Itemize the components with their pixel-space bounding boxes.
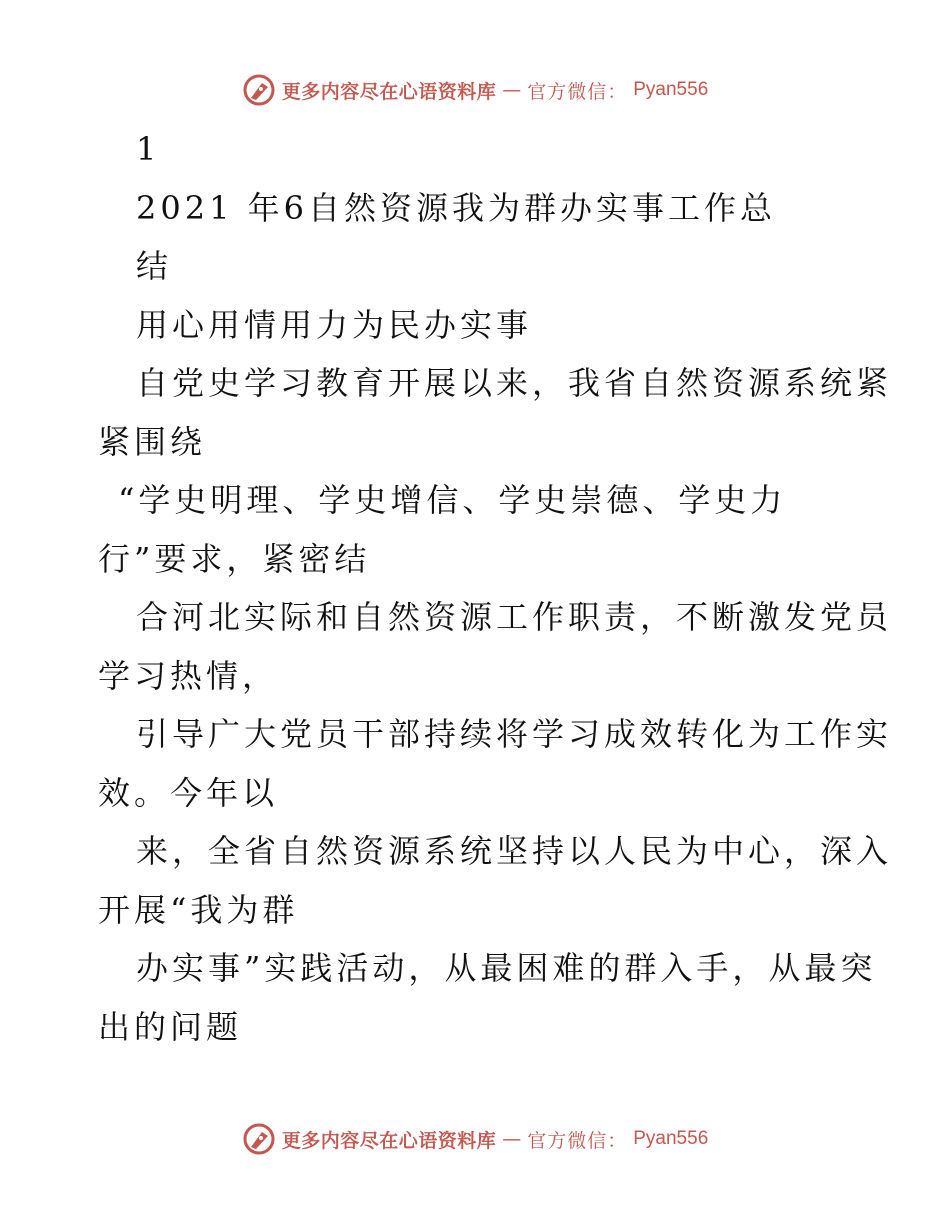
body-text-line: 出的问题 xyxy=(98,1007,243,1046)
body-text-line: 办实事”实践活动，从最困难的群入手，从最突 xyxy=(136,949,877,987)
body-text-line: 学习热情， xyxy=(98,656,279,695)
body-text-line: 行”要求，紧密结 xyxy=(98,539,371,578)
pen-nib-logo-icon xyxy=(242,73,276,107)
header-brand-text: 更多内容尽在心语资料库 xyxy=(281,80,497,103)
body-text-line: 自党史学习教育开展以来，我省自然资源系统紧 xyxy=(136,364,893,402)
document-subtitle: 用心用情用力为民办实事 xyxy=(136,305,533,344)
document-body xyxy=(98,120,893,1056)
body-text-line: 开展“我为群 xyxy=(98,890,299,929)
body-text-line: 效。今年以 xyxy=(98,773,279,812)
footer-brand-text: 更多内容尽在心语资料库 xyxy=(281,1129,497,1152)
body-text-line: 合河北实际和自然资源工作职责，不断激发党员 xyxy=(136,598,893,636)
header-separator: — xyxy=(502,79,522,101)
footer-contact-label: 官方微信： xyxy=(527,1129,628,1152)
page-number: 1 xyxy=(136,130,161,168)
document-title-line-1: 2021 年6自然资源我为群办实事工作总 xyxy=(136,188,776,227)
header-watermark xyxy=(0,70,950,110)
body-text-line: 引导广大党员干部持续将学习成效转化为工作实 xyxy=(136,715,893,753)
footer-watermark xyxy=(0,1119,950,1159)
body-text-line: 紧围绕 xyxy=(98,422,207,461)
body-text-line: “学史明理、学史增信、学史崇德、学史力 xyxy=(118,481,787,519)
header-contact-label: 官方微信： xyxy=(527,80,628,103)
body-text-line: 来，全省自然资源系统坚持以人民为中心，深入 xyxy=(136,832,893,870)
footer-contact-id: Pyan556 xyxy=(633,1128,709,1149)
document-title-line-2: 结 xyxy=(136,247,173,285)
pen-nib-logo-icon xyxy=(242,1122,276,1156)
footer-separator: — xyxy=(502,1128,522,1150)
header-contact-id: Pyan556 xyxy=(633,79,709,100)
